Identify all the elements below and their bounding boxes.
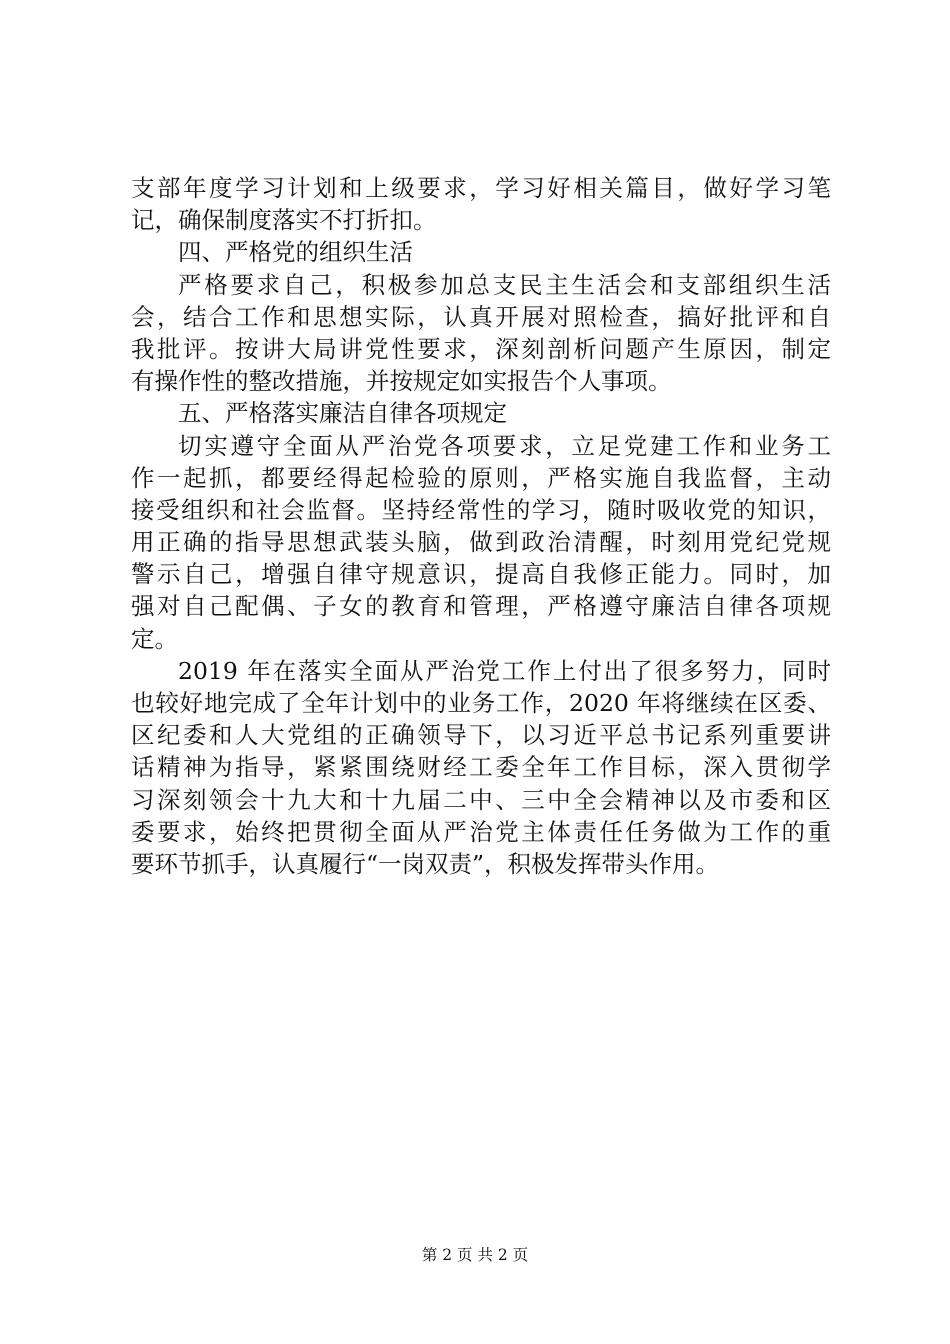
text-line: 记，确保制度落实不打折扣。 xyxy=(131,206,437,235)
text-line: 我批评。按讲大局讲党性要求，深刻剖析问题产生原因，制定 xyxy=(131,334,831,363)
document-body xyxy=(131,172,831,880)
text-line: 支部年度学习计划和上级要求，学习好相关篇目，做好学习笔 xyxy=(131,174,831,202)
text-line: 定。 xyxy=(131,624,178,653)
text-line: 区纪委和人大党组的正确领导下，以习近平总书记系列重要讲 xyxy=(131,721,831,750)
text-line: 强对自己配偶、子女的教育和管理，严格遵守廉洁自律各项规 xyxy=(131,592,831,621)
section-heading: 五、严格落实廉洁自律各项规定 xyxy=(178,399,507,428)
text-line: 习深刻领会十九大和十九届二中、三中全会精神以及市委和区 xyxy=(131,785,831,814)
section-heading: 四、严格党的组织生活 xyxy=(178,238,413,267)
text-line: 话精神为指导，紧紧围绕财经工委全年工作目标，深入贯彻学 xyxy=(131,753,831,782)
text-line: 警示自己，增强自律守规意识，提高自我修正能力。同时，加 xyxy=(131,560,831,589)
text-line: 用正确的指导思想武装头脑，做到政治清醒，时刻用党纪党规 xyxy=(131,528,831,557)
text-line: 作一起抓，都要经得起检验的原则，严格实施自我监督，主动 xyxy=(131,463,831,492)
text-line: 接受组织和社会监督。坚持经常性的学习，随时吸收党的知识， xyxy=(131,495,831,524)
text-line: 严格要求自己，积极参加总支民主生活会和支部组织生活 xyxy=(178,270,831,299)
text-line: 切实遵守全面从严治党各项要求，立足党建工作和业务工 xyxy=(178,431,831,460)
text-line: 有操作性的整改措施，并按规定如实报告个人事项。 xyxy=(131,367,672,396)
page-footer: 第 2 页 共 2 页 xyxy=(421,1246,529,1264)
text-line: 要环节抓手，认真履行“一岗双责”，积极发挥带头作用。 xyxy=(131,849,720,878)
text-line: 委要求，始终把贯彻全面从严治党主体责任任务做为工作的重 xyxy=(131,817,831,846)
text-line: 2019 年在落实全面从严治党工作上付出了很多努力，同时 xyxy=(178,656,831,685)
text-line: 会，结合工作和思想实际，认真开展对照检查，搞好批评和自 xyxy=(131,302,831,331)
text-line: 也较好地完成了全年计划中的业务工作，2020 年将继续在区委、 xyxy=(131,689,831,717)
